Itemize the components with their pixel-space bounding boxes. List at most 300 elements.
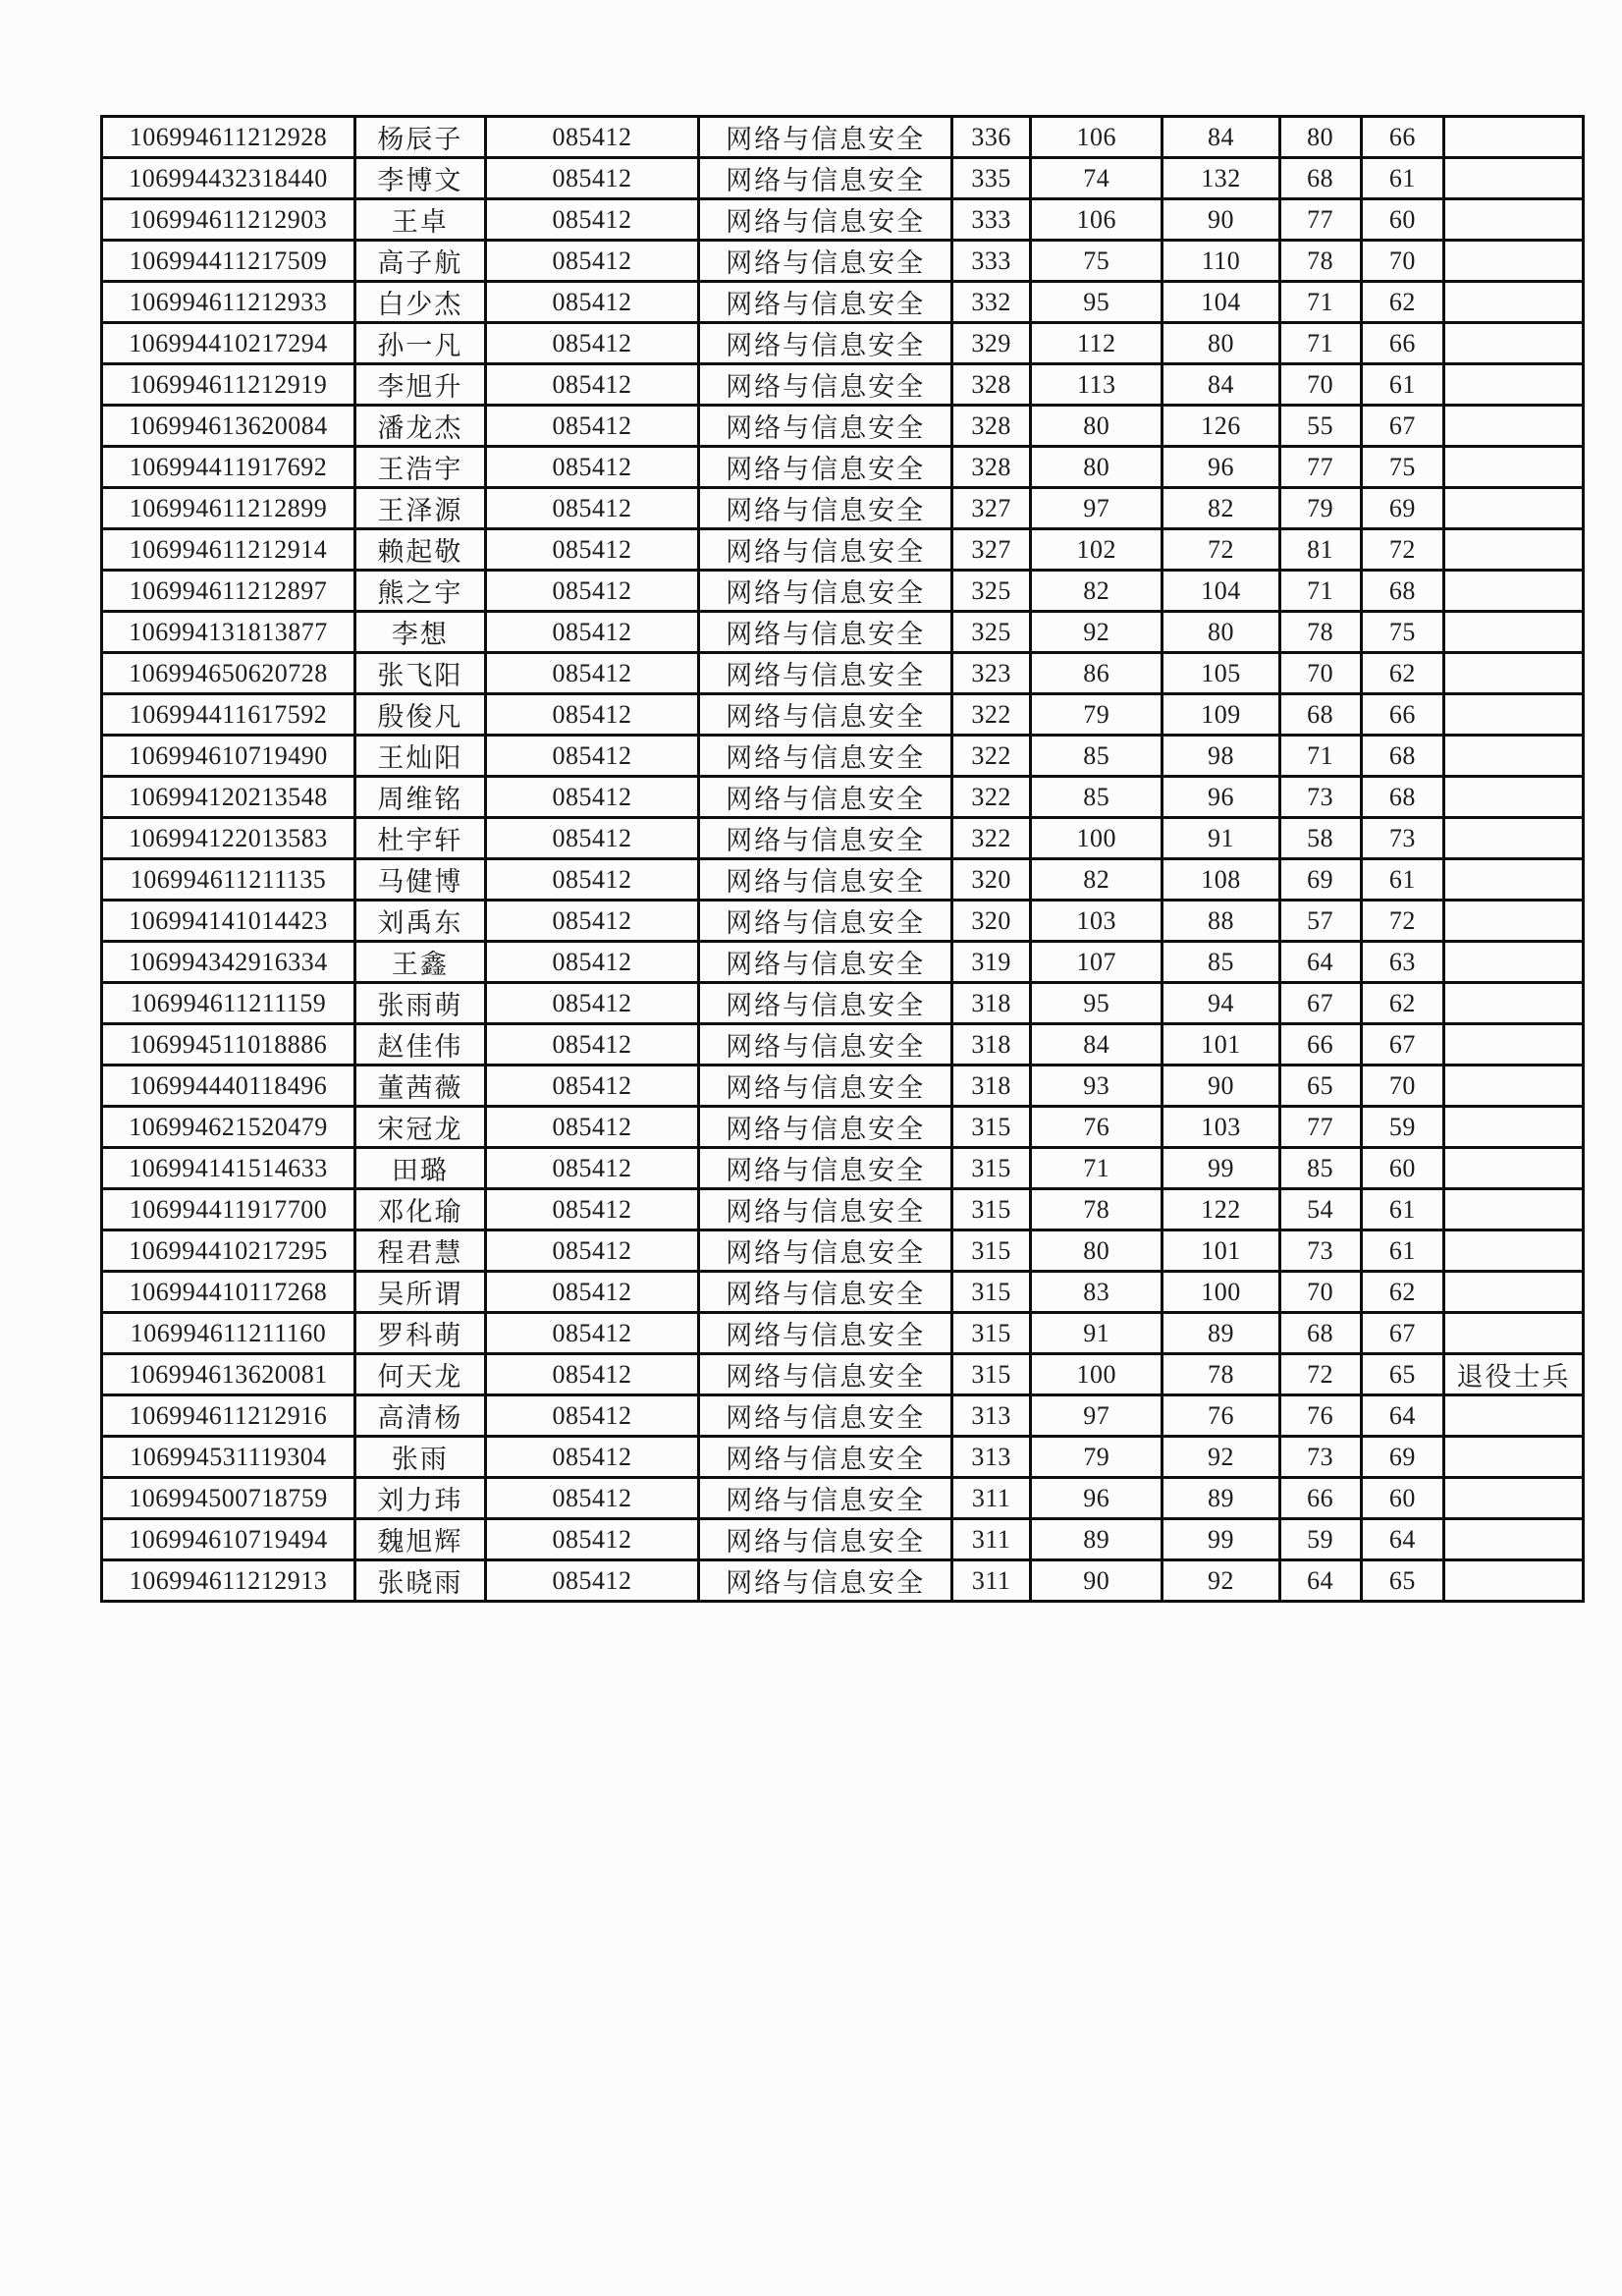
candidate-id-cell: 106994610719490 (102, 736, 355, 777)
major-name-cell: 网络与信息安全 (699, 859, 952, 901)
score-3-cell: 68 (1279, 1313, 1361, 1354)
table-row (102, 488, 1584, 529)
table-row (102, 1478, 1584, 1519)
candidate-name-cell: 刘禹东 (355, 901, 486, 942)
major-name-cell: 网络与信息安全 (699, 1066, 952, 1107)
major-name-cell: 网络与信息安全 (699, 736, 952, 777)
candidate-name-cell: 李博文 (355, 158, 486, 199)
table-row (102, 736, 1584, 777)
candidate-id-cell: 106994613620084 (102, 406, 355, 447)
remark-cell (1444, 117, 1584, 158)
score-3-cell: 71 (1279, 736, 1361, 777)
remark-cell (1444, 901, 1584, 942)
score-1-cell: 89 (1031, 1519, 1162, 1560)
score-3-cell: 70 (1279, 653, 1361, 694)
major-code-cell: 085412 (485, 488, 698, 529)
total-score-cell: 335 (952, 158, 1031, 199)
candidate-id-cell: 106994411917700 (102, 1189, 355, 1230)
major-code-cell: 085412 (485, 1107, 698, 1148)
score-3-cell: 66 (1279, 1478, 1361, 1519)
candidate-name-cell: 张晓雨 (355, 1560, 486, 1602)
score-4-cell: 68 (1361, 736, 1444, 777)
candidate-name-cell: 王灿阳 (355, 736, 486, 777)
score-2-cell: 92 (1162, 1560, 1279, 1602)
candidate-name-cell: 王卓 (355, 199, 486, 241)
major-code-cell: 085412 (485, 1354, 698, 1395)
major-name-cell: 网络与信息安全 (699, 983, 952, 1024)
remark-cell (1444, 653, 1584, 694)
major-code-cell: 085412 (485, 1437, 698, 1478)
candidate-id-cell: 106994342916334 (102, 942, 355, 983)
major-code-cell: 085412 (485, 1519, 698, 1560)
major-code-cell: 085412 (485, 1066, 698, 1107)
score-3-cell: 69 (1279, 859, 1361, 901)
remark-cell (1444, 1230, 1584, 1272)
total-score-cell: 329 (952, 323, 1031, 364)
score-1-cell: 85 (1031, 736, 1162, 777)
score-4-cell: 62 (1361, 282, 1444, 323)
score-1-cell: 80 (1031, 406, 1162, 447)
remark-cell (1444, 1107, 1584, 1148)
remark-cell (1444, 1478, 1584, 1519)
candidate-name-cell: 董茜薇 (355, 1066, 486, 1107)
major-name-cell: 网络与信息安全 (699, 406, 952, 447)
score-1-cell: 78 (1031, 1189, 1162, 1230)
candidate-id-cell: 106994500718759 (102, 1478, 355, 1519)
remark-cell (1444, 199, 1584, 241)
score-3-cell: 76 (1279, 1395, 1361, 1437)
total-score-cell: 315 (952, 1107, 1031, 1148)
score-1-cell: 106 (1031, 117, 1162, 158)
table-row (102, 694, 1584, 736)
remark-cell (1444, 1395, 1584, 1437)
score-2-cell: 84 (1162, 364, 1279, 406)
major-name-cell: 网络与信息安全 (699, 1024, 952, 1066)
score-1-cell: 103 (1031, 901, 1162, 942)
candidate-name-cell: 李想 (355, 612, 486, 653)
score-3-cell: 71 (1279, 571, 1361, 612)
score-4-cell: 67 (1361, 1024, 1444, 1066)
score-2-cell: 90 (1162, 1066, 1279, 1107)
major-code-cell: 085412 (485, 158, 698, 199)
score-4-cell: 75 (1361, 447, 1444, 488)
remark-cell (1444, 364, 1584, 406)
major-name-cell: 网络与信息安全 (699, 1230, 952, 1272)
total-score-cell: 336 (952, 117, 1031, 158)
table-row (102, 1313, 1584, 1354)
table-row (102, 117, 1584, 158)
score-1-cell: 96 (1031, 1478, 1162, 1519)
total-score-cell: 332 (952, 282, 1031, 323)
score-1-cell: 71 (1031, 1148, 1162, 1189)
score-4-cell: 67 (1361, 406, 1444, 447)
total-score-cell: 315 (952, 1272, 1031, 1313)
table-row (102, 1066, 1584, 1107)
remark-cell (1444, 1313, 1584, 1354)
remark-cell (1444, 694, 1584, 736)
table-row (102, 364, 1584, 406)
score-4-cell: 61 (1361, 158, 1444, 199)
major-name-cell: 网络与信息安全 (699, 1395, 952, 1437)
score-table-body (102, 117, 1584, 1602)
major-name-cell: 网络与信息安全 (699, 158, 952, 199)
major-name-cell: 网络与信息安全 (699, 1148, 952, 1189)
table-row (102, 1354, 1584, 1395)
score-4-cell: 61 (1361, 364, 1444, 406)
candidate-id-cell: 106994141014423 (102, 901, 355, 942)
table-row (102, 1107, 1584, 1148)
score-4-cell: 61 (1361, 859, 1444, 901)
table-row (102, 1272, 1584, 1313)
candidate-id-cell: 106994611212899 (102, 488, 355, 529)
score-4-cell: 64 (1361, 1395, 1444, 1437)
score-2-cell: 89 (1162, 1313, 1279, 1354)
candidate-name-cell: 殷俊凡 (355, 694, 486, 736)
score-2-cell: 96 (1162, 447, 1279, 488)
candidate-id-cell: 106994611211160 (102, 1313, 355, 1354)
table-row (102, 859, 1584, 901)
remark-cell (1444, 942, 1584, 983)
major-code-cell: 085412 (485, 1024, 698, 1066)
table-row (102, 529, 1584, 571)
major-code-cell: 085412 (485, 777, 698, 818)
major-code-cell: 085412 (485, 612, 698, 653)
score-4-cell: 65 (1361, 1354, 1444, 1395)
score-1-cell: 79 (1031, 1437, 1162, 1478)
major-code-cell: 085412 (485, 1313, 698, 1354)
candidate-id-cell: 106994531119304 (102, 1437, 355, 1478)
candidate-name-cell: 宋冠龙 (355, 1107, 486, 1148)
candidate-id-cell: 106994131813877 (102, 612, 355, 653)
candidate-id-cell: 106994611212933 (102, 282, 355, 323)
table-row (102, 1560, 1584, 1602)
remark-cell (1444, 1024, 1584, 1066)
score-1-cell: 113 (1031, 364, 1162, 406)
score-3-cell: 65 (1279, 1066, 1361, 1107)
remark-cell (1444, 241, 1584, 282)
major-name-cell: 网络与信息安全 (699, 1354, 952, 1395)
score-4-cell: 61 (1361, 1230, 1444, 1272)
score-1-cell: 97 (1031, 1395, 1162, 1437)
candidate-id-cell: 106994120213548 (102, 777, 355, 818)
score-2-cell: 94 (1162, 983, 1279, 1024)
major-name-cell: 网络与信息安全 (699, 571, 952, 612)
total-score-cell: 328 (952, 406, 1031, 447)
table-row (102, 406, 1584, 447)
score-2-cell: 96 (1162, 777, 1279, 818)
major-code-cell: 085412 (485, 653, 698, 694)
candidate-id-cell: 106994440118496 (102, 1066, 355, 1107)
score-2-cell: 132 (1162, 158, 1279, 199)
score-1-cell: 112 (1031, 323, 1162, 364)
major-code-cell: 085412 (485, 818, 698, 859)
remark-cell (1444, 1066, 1584, 1107)
score-2-cell: 80 (1162, 323, 1279, 364)
major-code-cell: 085412 (485, 942, 698, 983)
remark-cell (1444, 818, 1584, 859)
total-score-cell: 315 (952, 1230, 1031, 1272)
score-1-cell: 102 (1031, 529, 1162, 571)
major-code-cell: 085412 (485, 859, 698, 901)
major-code-cell: 085412 (485, 199, 698, 241)
candidate-id-cell: 106994611212919 (102, 364, 355, 406)
remark-cell (1444, 777, 1584, 818)
major-code-cell: 085412 (485, 1230, 698, 1272)
score-3-cell: 78 (1279, 612, 1361, 653)
major-code-cell: 085412 (485, 323, 698, 364)
score-3-cell: 71 (1279, 282, 1361, 323)
score-1-cell: 80 (1031, 1230, 1162, 1272)
score-4-cell: 62 (1361, 1272, 1444, 1313)
candidate-name-cell: 何天龙 (355, 1354, 486, 1395)
score-4-cell: 60 (1361, 1148, 1444, 1189)
major-name-cell: 网络与信息安全 (699, 282, 952, 323)
score-3-cell: 59 (1279, 1519, 1361, 1560)
remark-cell (1444, 736, 1584, 777)
major-code-cell: 085412 (485, 117, 698, 158)
total-score-cell: 322 (952, 694, 1031, 736)
major-name-cell: 网络与信息安全 (699, 1107, 952, 1148)
major-name-cell: 网络与信息安全 (699, 447, 952, 488)
table-row (102, 199, 1584, 241)
score-4-cell: 68 (1361, 571, 1444, 612)
score-2-cell: 108 (1162, 859, 1279, 901)
score-3-cell: 68 (1279, 158, 1361, 199)
score-1-cell: 75 (1031, 241, 1162, 282)
score-2-cell: 98 (1162, 736, 1279, 777)
candidate-id-cell: 106994611212903 (102, 199, 355, 241)
score-2-cell: 101 (1162, 1024, 1279, 1066)
score-2-cell: 84 (1162, 117, 1279, 158)
major-code-cell: 085412 (485, 901, 698, 942)
score-4-cell: 75 (1361, 612, 1444, 653)
candidate-name-cell: 李旭升 (355, 364, 486, 406)
remark-cell: 退役士兵 (1444, 1354, 1584, 1395)
score-4-cell: 68 (1361, 777, 1444, 818)
candidate-id-cell: 106994410217294 (102, 323, 355, 364)
score-3-cell: 80 (1279, 117, 1361, 158)
total-score-cell: 315 (952, 1148, 1031, 1189)
score-4-cell: 62 (1361, 983, 1444, 1024)
candidate-id-cell: 106994611212913 (102, 1560, 355, 1602)
remark-cell (1444, 529, 1584, 571)
major-code-cell: 085412 (485, 1189, 698, 1230)
candidate-id-cell: 106994611212916 (102, 1395, 355, 1437)
score-3-cell: 64 (1279, 1560, 1361, 1602)
table-row (102, 612, 1584, 653)
total-score-cell: 323 (952, 653, 1031, 694)
remark-cell (1444, 282, 1584, 323)
table-row (102, 983, 1584, 1024)
major-name-cell: 网络与信息安全 (699, 1189, 952, 1230)
candidate-name-cell: 周维铭 (355, 777, 486, 818)
score-3-cell: 73 (1279, 1437, 1361, 1478)
major-name-cell: 网络与信息安全 (699, 117, 952, 158)
score-2-cell: 90 (1162, 199, 1279, 241)
remark-cell (1444, 571, 1584, 612)
total-score-cell: 315 (952, 1313, 1031, 1354)
score-1-cell: 83 (1031, 1272, 1162, 1313)
table-row (102, 1230, 1584, 1272)
candidate-id-cell: 106994611212928 (102, 117, 355, 158)
total-score-cell: 311 (952, 1560, 1031, 1602)
candidate-id-cell: 106994621520479 (102, 1107, 355, 1148)
major-name-cell: 网络与信息安全 (699, 612, 952, 653)
score-1-cell: 91 (1031, 1313, 1162, 1354)
major-name-cell: 网络与信息安全 (699, 777, 952, 818)
candidate-id-cell: 106994411217509 (102, 241, 355, 282)
score-1-cell: 95 (1031, 983, 1162, 1024)
remark-cell (1444, 323, 1584, 364)
table-row (102, 571, 1584, 612)
major-name-cell: 网络与信息安全 (699, 653, 952, 694)
candidate-name-cell: 张飞阳 (355, 653, 486, 694)
major-name-cell: 网络与信息安全 (699, 694, 952, 736)
candidate-name-cell: 张雨萌 (355, 983, 486, 1024)
candidate-id-cell: 106994611211135 (102, 859, 355, 901)
major-name-cell: 网络与信息安全 (699, 1560, 952, 1602)
score-1-cell: 92 (1031, 612, 1162, 653)
score-4-cell: 64 (1361, 1519, 1444, 1560)
total-score-cell: 318 (952, 1024, 1031, 1066)
score-2-cell: 82 (1162, 488, 1279, 529)
score-4-cell: 70 (1361, 241, 1444, 282)
major-code-cell: 085412 (485, 241, 698, 282)
score-3-cell: 73 (1279, 777, 1361, 818)
candidate-name-cell: 吴所谓 (355, 1272, 486, 1313)
score-2-cell: 126 (1162, 406, 1279, 447)
score-3-cell: 71 (1279, 323, 1361, 364)
total-score-cell: 328 (952, 447, 1031, 488)
major-code-cell: 085412 (485, 282, 698, 323)
score-4-cell: 69 (1361, 1437, 1444, 1478)
score-4-cell: 70 (1361, 1066, 1444, 1107)
score-2-cell: 78 (1162, 1354, 1279, 1395)
score-2-cell: 91 (1162, 818, 1279, 859)
total-score-cell: 325 (952, 612, 1031, 653)
table-row (102, 447, 1584, 488)
candidate-id-cell: 106994411917692 (102, 447, 355, 488)
candidate-name-cell: 潘龙杰 (355, 406, 486, 447)
total-score-cell: 311 (952, 1478, 1031, 1519)
remark-cell (1444, 488, 1584, 529)
score-2-cell: 80 (1162, 612, 1279, 653)
table-row (102, 282, 1584, 323)
score-2-cell: 85 (1162, 942, 1279, 983)
score-3-cell: 67 (1279, 983, 1361, 1024)
total-score-cell: 325 (952, 571, 1031, 612)
candidate-name-cell: 王鑫 (355, 942, 486, 983)
score-3-cell: 77 (1279, 447, 1361, 488)
major-name-cell: 网络与信息安全 (699, 488, 952, 529)
candidate-id-cell: 106994611212897 (102, 571, 355, 612)
candidate-name-cell: 孙一凡 (355, 323, 486, 364)
table-row (102, 1148, 1584, 1189)
total-score-cell: 333 (952, 199, 1031, 241)
remark-cell (1444, 1560, 1584, 1602)
score-1-cell: 86 (1031, 653, 1162, 694)
remark-cell (1444, 983, 1584, 1024)
candidate-id-cell: 106994122013583 (102, 818, 355, 859)
major-code-cell: 085412 (485, 1560, 698, 1602)
score-4-cell: 72 (1361, 529, 1444, 571)
score-3-cell: 70 (1279, 364, 1361, 406)
total-score-cell: 333 (952, 241, 1031, 282)
major-name-cell: 网络与信息安全 (699, 1478, 952, 1519)
remark-cell (1444, 859, 1584, 901)
score-2-cell: 105 (1162, 653, 1279, 694)
candidate-id-cell: 106994410117268 (102, 1272, 355, 1313)
score-3-cell: 68 (1279, 694, 1361, 736)
total-score-cell: 315 (952, 1354, 1031, 1395)
score-1-cell: 74 (1031, 158, 1162, 199)
remark-cell (1444, 1148, 1584, 1189)
score-2-cell: 110 (1162, 241, 1279, 282)
score-4-cell: 59 (1361, 1107, 1444, 1148)
score-2-cell: 122 (1162, 1189, 1279, 1230)
candidate-name-cell: 杜宇轩 (355, 818, 486, 859)
score-1-cell: 79 (1031, 694, 1162, 736)
table-row (102, 241, 1584, 282)
total-score-cell: 322 (952, 736, 1031, 777)
score-1-cell: 97 (1031, 488, 1162, 529)
score-2-cell: 72 (1162, 529, 1279, 571)
score-1-cell: 90 (1031, 1560, 1162, 1602)
score-3-cell: 72 (1279, 1354, 1361, 1395)
score-2-cell: 89 (1162, 1478, 1279, 1519)
score-2-cell: 104 (1162, 571, 1279, 612)
remark-cell (1444, 158, 1584, 199)
candidate-name-cell: 高子航 (355, 241, 486, 282)
major-name-cell: 网络与信息安全 (699, 1519, 952, 1560)
score-2-cell: 104 (1162, 282, 1279, 323)
score-4-cell: 63 (1361, 942, 1444, 983)
candidate-name-cell: 高清杨 (355, 1395, 486, 1437)
score-3-cell: 57 (1279, 901, 1361, 942)
candidate-name-cell: 熊之宇 (355, 571, 486, 612)
remark-cell (1444, 1189, 1584, 1230)
table-row (102, 323, 1584, 364)
major-code-cell: 085412 (485, 447, 698, 488)
score-3-cell: 77 (1279, 199, 1361, 241)
major-name-cell: 网络与信息安全 (699, 364, 952, 406)
score-3-cell: 85 (1279, 1148, 1361, 1189)
table-row (102, 1189, 1584, 1230)
candidate-name-cell: 刘力玮 (355, 1478, 486, 1519)
candidate-name-cell: 田璐 (355, 1148, 486, 1189)
major-code-cell: 085412 (485, 406, 698, 447)
table-row (102, 1519, 1584, 1560)
candidate-id-cell: 106994611212914 (102, 529, 355, 571)
table-row (102, 901, 1584, 942)
remark-cell (1444, 406, 1584, 447)
major-code-cell: 085412 (485, 1395, 698, 1437)
major-code-cell: 085412 (485, 736, 698, 777)
major-name-cell: 网络与信息安全 (699, 323, 952, 364)
table-row (102, 653, 1584, 694)
score-1-cell: 106 (1031, 199, 1162, 241)
candidate-name-cell: 赵佳伟 (355, 1024, 486, 1066)
major-name-cell: 网络与信息安全 (699, 818, 952, 859)
score-3-cell: 64 (1279, 942, 1361, 983)
total-score-cell: 327 (952, 488, 1031, 529)
score-4-cell: 73 (1361, 818, 1444, 859)
total-score-cell: 313 (952, 1395, 1031, 1437)
total-score-cell: 318 (952, 1066, 1031, 1107)
candidate-id-cell: 106994411617592 (102, 694, 355, 736)
score-3-cell: 54 (1279, 1189, 1361, 1230)
candidate-id-cell: 106994432318440 (102, 158, 355, 199)
